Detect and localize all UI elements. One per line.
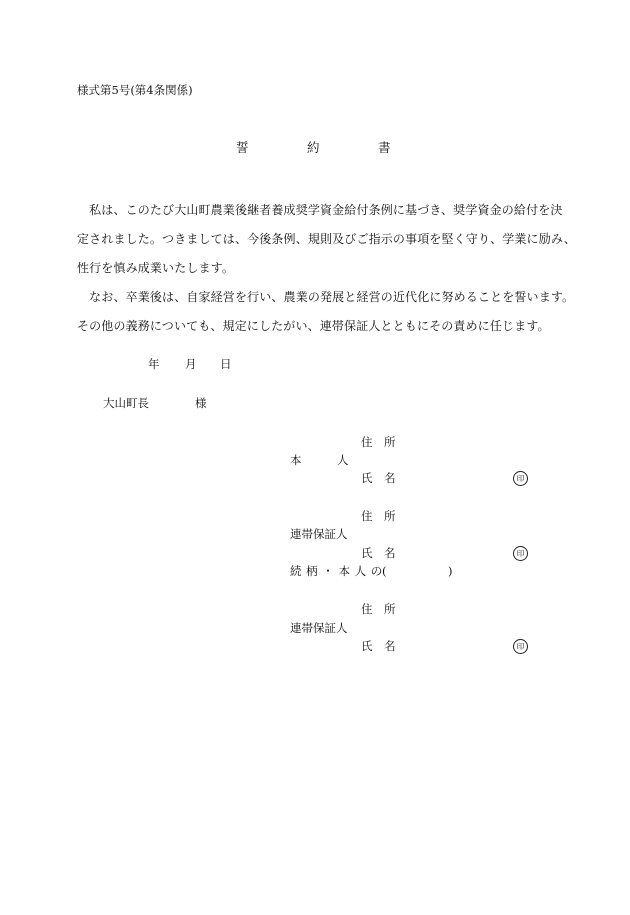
address-label-char-2: 所 — [384, 435, 396, 449]
seal-mark: 印 — [513, 546, 528, 561]
body-line-4: なお、卒業後は、自家経営を行い、農業の発展と経営の近代化に努めることを誓います。 — [77, 290, 575, 304]
principal-role-char-2: 人 — [337, 453, 349, 467]
name-label-char-1: 氏 — [361, 546, 373, 560]
body-line-1: 私は、このたび大山町農業後継者養成奨学資金給付条例に基づき、奨学資金の給付を決 — [77, 203, 563, 217]
addressee-honorific: 様 — [195, 396, 207, 410]
name-label-char-2: 名 — [384, 471, 396, 485]
name-label-char-2: 名 — [384, 639, 396, 653]
title-char-1: 誓 — [236, 140, 249, 155]
form-number: 様式第5号(第4条関係) — [77, 83, 193, 97]
seal-mark: 印 — [513, 639, 528, 654]
address-label-char-2: 所 — [384, 602, 396, 616]
guarantor-role: 連帯保証人 — [290, 527, 348, 541]
address-label-char-2: 所 — [384, 509, 396, 523]
title-char-2: 約 — [307, 140, 320, 155]
name-label-char-2: 名 — [384, 546, 396, 560]
name-label-char-1: 氏 — [361, 639, 373, 653]
address-label-char-1: 住 — [361, 509, 373, 523]
relationship-close-paren: ) — [448, 564, 453, 578]
seal-mark: 印 — [513, 471, 528, 486]
address-label-char-1: 住 — [361, 435, 373, 449]
body-line-2: 定されました。つきましては、今後条例、規則及びご指示の事項を堅く守り、学業に励み、 — [77, 232, 576, 246]
guarantor-role: 連帯保証人 — [290, 621, 348, 635]
title-char-3: 書 — [378, 140, 391, 155]
relationship-label: 続 柄 ・ 本 人 の — [290, 564, 383, 578]
date-month: 月 — [185, 357, 197, 371]
addressee-name: 大山町長 — [103, 396, 149, 410]
principal-role-char-1: 本 — [290, 453, 302, 467]
date-day: 日 — [220, 357, 232, 371]
name-label-char-1: 氏 — [361, 471, 373, 485]
date-year: 年 — [148, 357, 160, 371]
body-line-5: その他の義務についても、規定にしたがい、連帯保証人とともにその責めに任じます。 — [77, 319, 550, 333]
body-line-3: 性行を慎み成業いたします。 — [77, 261, 234, 275]
address-label-char-1: 住 — [361, 602, 373, 616]
relationship-open-paren: ( — [382, 564, 387, 578]
